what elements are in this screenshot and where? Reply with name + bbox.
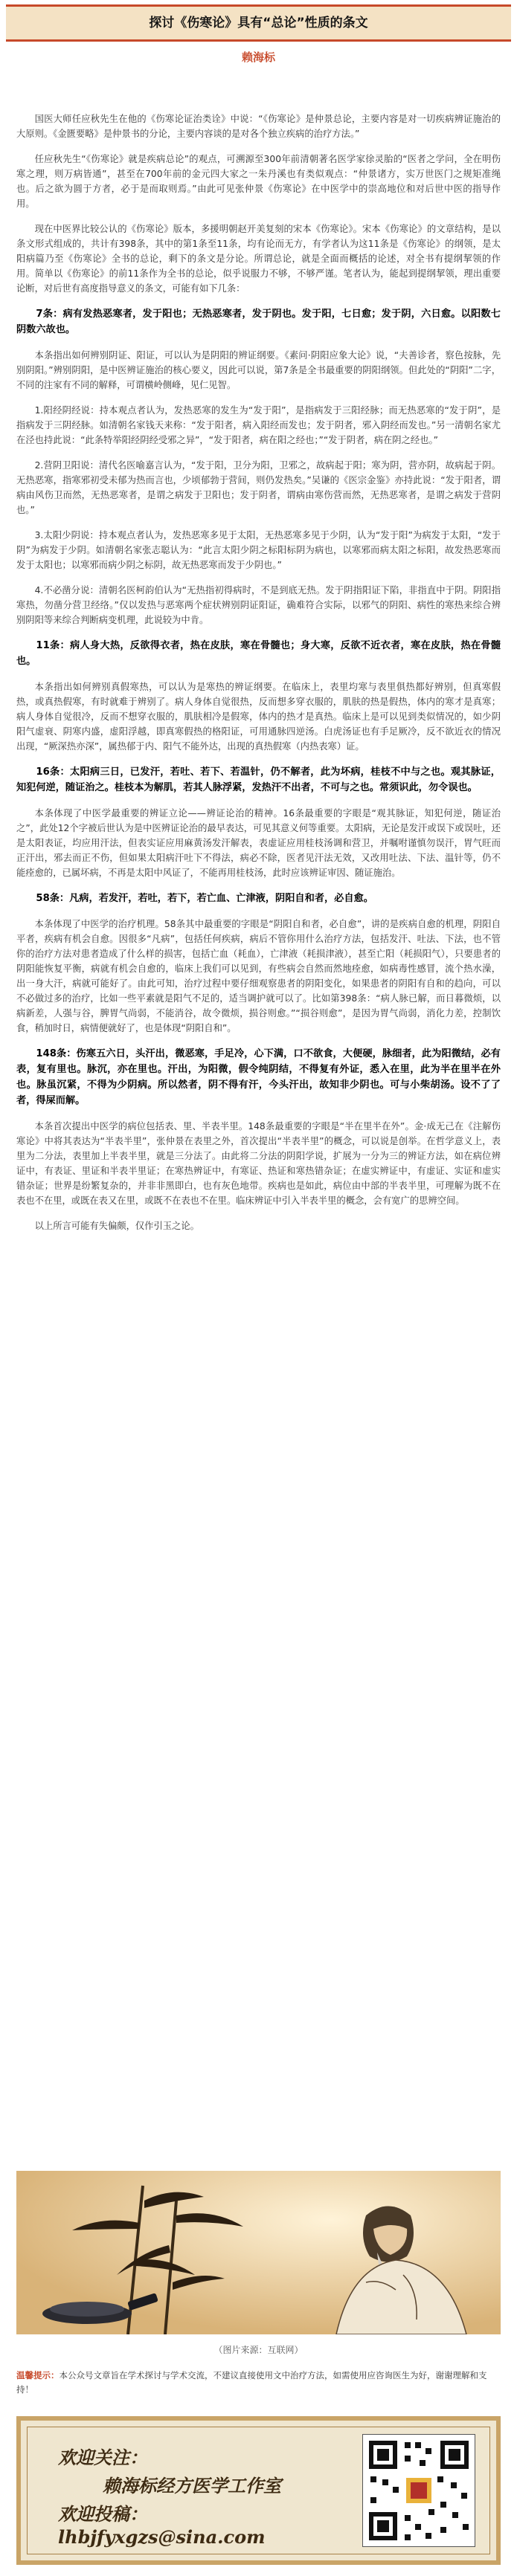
- article-title: 探讨《伤寒论》具有“总论”性质的条文: [149, 16, 368, 30]
- footer-follow-label: 欢迎关注：: [58, 2447, 147, 2468]
- clause-quote: 7条：病有发热恶寒者，发于阳也；无热恶寒者，发于阴也。发于阳，七日愈；发于阴，六日愈。以阳数七阴数六故也。: [16, 309, 501, 335]
- body-paragraph: 国医大师任应秋先生在他的《伤寒论证治类诠》中说：“《伤寒论》是仲景总论，主要内容是对一切疾病辨证施治的大原则。《金匮要略》是仲景书的分论，主要内容谈的是对各个独立疾病的治疗方法。”: [16, 114, 501, 139]
- body-paragraph: 本条指出如何辨别阴证、阳证，可以认为是阴阳的辨证纲要。《素问·阴阳应象大论》说，“夫善诊者，察色按脉，先别阴阳。”辨别阴阳，是中医辨证施治的核心要义，因此可以说，第7条是全书最重要的阴阳纲领。但此处的“阴阳”二字，不同的注家有不同的解释，可谓横岭侧峰，见仁见智。: [16, 350, 501, 390]
- clause-quote: 58条：凡病，若发汗，若吐，若下，若亡血、亡津液，阴阳自和者，必自愈。: [36, 893, 373, 904]
- bamboo-scholar-painting: [16, 2171, 501, 2334]
- body-paragraph: 2.营阴卫阳说：清代名医喻嘉言认为，“发于阳，卫分为阳，卫邪之，故病起于阳；寒为阴，营亦阴，故病起于阴。无热恶寒，指寒邪初受未郁为热而言也，少顷郁勃于营间，则仍发热矣。”吴谦的《医宗金鉴》亦持此说：“发于阳者，谓病由风伤卫而然，无热恶寒者，是谓之病发于卫阳也；发于阴者，谓病由寒伤营而然，无热恶寒者，是谓之病发于营阴也。”: [16, 460, 501, 515]
- body-paragraph: 现在中医界比较公认的《伤寒论》版本，多援明朝赵开美复刻的宋本《伤寒论》。宋本《伤寒论》的文章结构，是以条文形式组成的，共计有398条，其中的第1条至11条，均有论而无方，有学者认为这11条是《伤寒论》的纲领，是太阳病篇乃至《伤寒论》全书的总论，剩下的条文是分论。所谓总论，就是全面而概括的论述，对全书有提纲挈领的作用。简单以《伤寒论》的前11条作为全书的总论，似乎说服力不够，不够严谨。笔者认为，能起到提纲挈领，理出重要论断，对后世有高度指导意义的条文，可能有如下几条：: [16, 224, 501, 294]
- body-paragraph: 本条体现了中医学最重要的辨证立论——辨证论治的精神。16条最重要的字眼是“观其脉证，知犯何逆，随证治之”，此处12个字被后世认为是中医辨证论治的最早表达，可见其意义何等重要。太阳病，无论是发汗或误下或误吐，还是太阳表证，均应用汗法，但表实证应用麻黄汤发汗解表，表虚证应用桂枝汤调和营卫，并嘱咐谨慎勿误汗，胃气旺而正汗出，邪去而正不伤，但如果太阳病汗吐下不得法，病必不除，医者见汗法无效，又改用吐法、下法、温针等，仍不能痊愈的，已属坏病，不再是太阳中风证了，不能再用桂枝汤，此时应该辨证审因、随证施治。: [16, 808, 501, 878]
- body-paragraph: 1.阳经阴经说：持本观点者认为，发热恶寒的发生为“发于阳”，是指病发于三阳经脉；而无热恶寒的“发于阴”，是指病发于三阴经脉。如清朝名家钱天来称：“发于阳者，病入阳经而发也；发于阴者，邪入阴经而发也。”另一清朝名家尤在泾也持此说：“此条特举阳经阴经受邪之异”，“发于阳者，病在阳之经也；”“发于阴者，病在阴之经也。”: [16, 405, 501, 445]
- body-paragraph: 4.不必凿分说：清朝名医柯韵伯认为“无热指初得病时，不是到底无热。发于阴指阳证下陷，非指直中于阴。阴阳指寒热，勿凿分营卫经络。”仅以发热与恶寒两个症状辨别阴证阳证，确难符合实际，以邪气的阴阳、病性的寒热来综合辨别阴阳等来综合判断病变机理，此说较为中肯。: [16, 585, 501, 625]
- clause-quote: 16条：太阳病三日，已发汗，若吐、若下、若温针，仍不解者，此为坏病，桂枝不中与之也。观其脉证，知犯何逆，随证治之。桂枝本为解肌，若其人脉浮紧，发热汗不出者，不可与之也。常须识此，勿令误也。: [16, 766, 501, 793]
- footer-studio-name: 赖海标经方医学工作室: [103, 2475, 281, 2496]
- clause-quote: 11条：病人身大热，反欲得衣者，热在皮肤，寒在骨髓也；身大寒，反欲不近衣者，寒在皮肤，热在骨髓也。: [16, 640, 501, 667]
- image-caption: （图片来源：互联网）: [213, 2345, 304, 2355]
- footer-banner: [16, 2416, 501, 2565]
- article-body: [16, 112, 501, 1244]
- body-paragraph: 本条指出如何辨别真假寒热，可以认为是寒热的辨证纲要。在临床上，表里均寒与表里俱热都好辨别，但真寒假热，或真热假寒，有时就难于辨别了。病人身体自觉很热，反而想多穿衣服的，肌肤的热是假热，体内的寒才是真寒；病人身体自觉很冷，反而不想穿衣服的，肌肤相冷是假寒，体内的热才是真热。临床上是可以见到类似情况的，如少阴阳气虚衰、阴寒内盛，虚阳浮越，即真寒假热的格阳证，可用通脉四逆汤。白虎汤证也有手足厥冷，反不欲近衣的情况出现，“厥深热亦深”，属热郁于内、阳气不能外达，出现的真热假寒（内热表寒）证。: [16, 682, 501, 752]
- body-paragraph: 本条体现了中医学的治疗机理。58条其中最重要的字眼是“阴阳自和者，必自愈”，讲的是疾病自愈的机理，阴阳自平者，疾病有机会自愈。因很多“凡病”，包括任何疾病，病后不管你用什么治疗方法，包括发汗、吐法、下法，也不管你的治疗方法对患者造成了什么样的损害，包括亡血（耗血），亡津液（耗损津液），甚至亡阳（耗损阳气），只要患者的阴阳能恢复平衡，病就有机会自愈的，临床上我们可以见到，有些病会自然而然地痊愈，如病毒性感冒，流个热水澡，出一身大汗，病就可能好了。由此可知，治疗过程中要仔细观察患者的阴阳变化，如果患者的阴阳有自和的趋向，可以不必做过多的治疗，比如一些平素就是阳气不足的，适当调护就可以了。比如第398条：“病人脉已解，而日暮微烦，以病新差，人强与谷，脾胃气尚弱，不能消谷，故令微烦，损谷则愈。”“损谷则愈”，是因为胃气尚弱，消化力差，控制饮食，稍加时日，病情便就好了，也是体现“阴阳自和”。: [16, 919, 501, 1033]
- author-name: 赖海标: [241, 51, 275, 64]
- body-paragraph: 以上所言可能有失偏颇，仅作引玉之论。: [34, 1221, 199, 1231]
- title-banner: [6, 4, 511, 42]
- body-paragraph: 3.太阳少阴说：持本观点者认为，发热恶寒多见于太阳，无热恶寒多见于少阴，认为“发于阳”为病发于太阳，“发于阴”为病发于少阴。如清朝名家张志聪认为：“此言太阳少阴之标阳标阴为病也，以寒邪而病太阳之标阳，故发热恶寒而发于太阳也；以寒邪而病少阴之标阴，故无热恶寒而发于少阴也。”: [16, 530, 501, 570]
- body-paragraph: 任应秋先生“《伤寒论》就是疾病总论”的观点，可溯源至300年前清朝著名医学家徐灵胎的“医者之学问，全在明伤寒之理，则万病皆通”，甚至在700年前的金元四大家之一朱丹溪也有类似观点：“仲景诸方，实万世医门之规矩准绳也。后之欲为圆于方者，必于是而取则焉。”由此可见张仲景《伤寒论》在中医学中的崇高地位和对后世中医的指导作用。: [16, 154, 501, 209]
- disclaimer-label: 温馨提示：: [16, 2370, 60, 2380]
- disclaimer-text: 本公众号文章旨在学术探讨与学术交流，不建议直接使用文中治疗方法，如需使用应咨询医生为好，谢谢理解和支持！: [16, 2370, 487, 2395]
- article-illustration: [16, 2171, 501, 2334]
- qr-code-icon: [362, 2434, 475, 2547]
- disclaimer: [16, 2369, 501, 2397]
- footer-email[interactable]: lhbjfyxgzs@sina.com: [58, 2526, 266, 2548]
- body-paragraph: 本条首次提出中医学的病位包括表、里、半表半里。148条最重要的字眼是“半在里半在外”。金·成无己在《注解伤寒论》中将其表达为“半表半里”，张仲景在表里之外，首次提出“半表半里”的概念，可以说是创举。在哲学意义上，表里为二分法，表里加上半表半里，就是三分法了。由此将二分法的阴阳学说，扩展为一分为三的辨证方法，如在病位辨证中，有表证、里证和半表半里证；在寒热辨证中，有寒证、热证和寒热错杂证；在虚实辨证中，有虚证、实证和虚实错杂证；世界是纷繁复杂的，并非非黑即白，也有灰色地带。疾病也是如此，病位由中部的半表半里，可理解为既不在表也不在里，或既在表又在里，或既不在表也不在里。临床辨证中引入半表半里的概念，会有宽广的思辨空间。: [16, 1121, 501, 1206]
- clause-quote: 148条：伤寒五六日，头汗出，微恶寒，手足冷，心下满，口不欲食，大便硬，脉细者，此为阳微结，必有表，复有里也。脉沉，亦在里也。汗出，为阳微，假令纯阴结，不得复有外证，悉入在里，此为半在里半在外也。脉虽沉紧，不得为少阴病。所以然者，阴不得有汗，今头汗出，故知非少阴也。可与小柴胡汤。设不了了者，得屎而解。: [16, 1048, 501, 1106]
- footer-submit-label: 欢迎投稿：: [58, 2503, 147, 2525]
